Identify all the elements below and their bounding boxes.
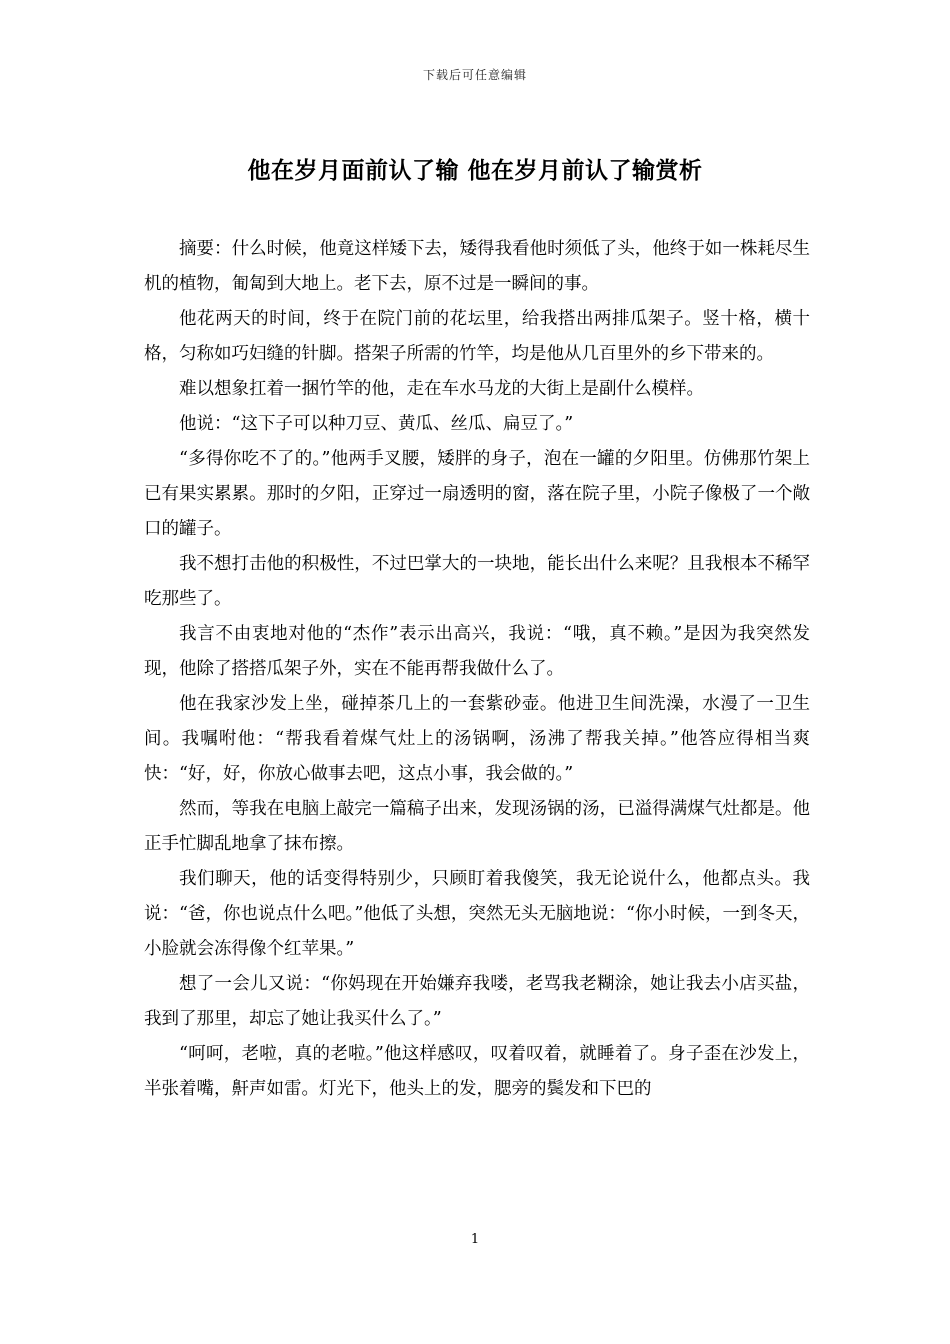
paragraph: 他在我家沙发上坐，碰掉茶几上的一套紫砂壶。他进卫生间洗澡，水漫了一卫生间。我嘱咐他：“帮我看着煤气灶上的汤锅啊，汤沸了帮我关掉。”他答应得相当爽快：“好，好，你放心做事去吧，这点小事，我会做的。” — [144, 694, 810, 784]
document-title: 他在岁月面前认了输 他在岁月前认了输赏析 — [247, 158, 703, 184]
paragraph: 他花两天的时间，终于在院门前的花坛里，给我搭出两排瓜架子。竖十格，横十格，匀称如巧妇缝的针脚。搭架子所需的竹竿，均是他从几百里外的乡下带来的。 — [144, 309, 810, 364]
paragraph: 他说：“这下子可以种刀豆、黄瓜、丝瓜、扁豆了。” — [179, 414, 574, 434]
paragraph: 想了一会儿又说：“你妈现在开始嫌弃我喽，老骂我老糊涂，她让我去小店买盐，我到了那里，却忘了她让我买什么了。” — [144, 974, 810, 1029]
header-note: 下载后可任意编辑 — [422, 68, 527, 82]
paragraph: 我言不由衷地对他的“杰作”表示出高兴，我说：“哦，真不赖。”是因为我突然发现，他除了搭搭瓜架子外，实在不能再帮我做什么了。 — [144, 624, 810, 679]
paragraph: 难以想象扛着一捆竹竿的他，走在车水马龙的大街上是副什么模样。 — [179, 379, 704, 399]
paragraph: 然而，等我在电脑上敲完一篇稿子出来，发现汤锅的汤，已溢得满煤气灶都是。他正手忙脚乱地拿了抹布擦。 — [144, 799, 810, 854]
paragraph: 我不想打击他的积极性，不过巴掌大的一块地，能长出什么来呢？且我根本不稀罕吃那些了。 — [144, 554, 810, 609]
paragraph: 摘要：什么时候，他竟这样矮下去，矮得我看他时须低了头，他终于如一株耗尽生机的植物，匍匐到大地上。老下去，原不过是一瞬间的事。 — [144, 239, 810, 294]
article-body — [144, 232, 810, 1107]
page-number: 1 — [470, 1232, 480, 1247]
paragraph: “多得你吃不了的。”他两手叉腰，矮胖的身子，泡在一罐的夕阳里。仿佛那竹架上已有果实累累。那时的夕阳，正穿过一扇透明的窗，落在院子里，小院子像极了一个敞口的罐子。 — [144, 449, 810, 539]
paragraph: “呵呵，老啦，真的老啦。”他这样感叹，叹着叹着，就睡着了。身子歪在沙发上，半张着嘴，鼾声如雷。灯光下，他头上的发，腮旁的鬓发和下巴的 — [144, 1044, 810, 1099]
paragraph: 我们聊天，他的话变得特别少，只顾盯着我傻笑，我无论说什么，他都点头。我说：“爸，你也说点什么吧。”他低了头想，突然无头无脑地说：“你小时候，一到冬天，小脸就会冻得像个红苹果。” — [144, 869, 810, 959]
